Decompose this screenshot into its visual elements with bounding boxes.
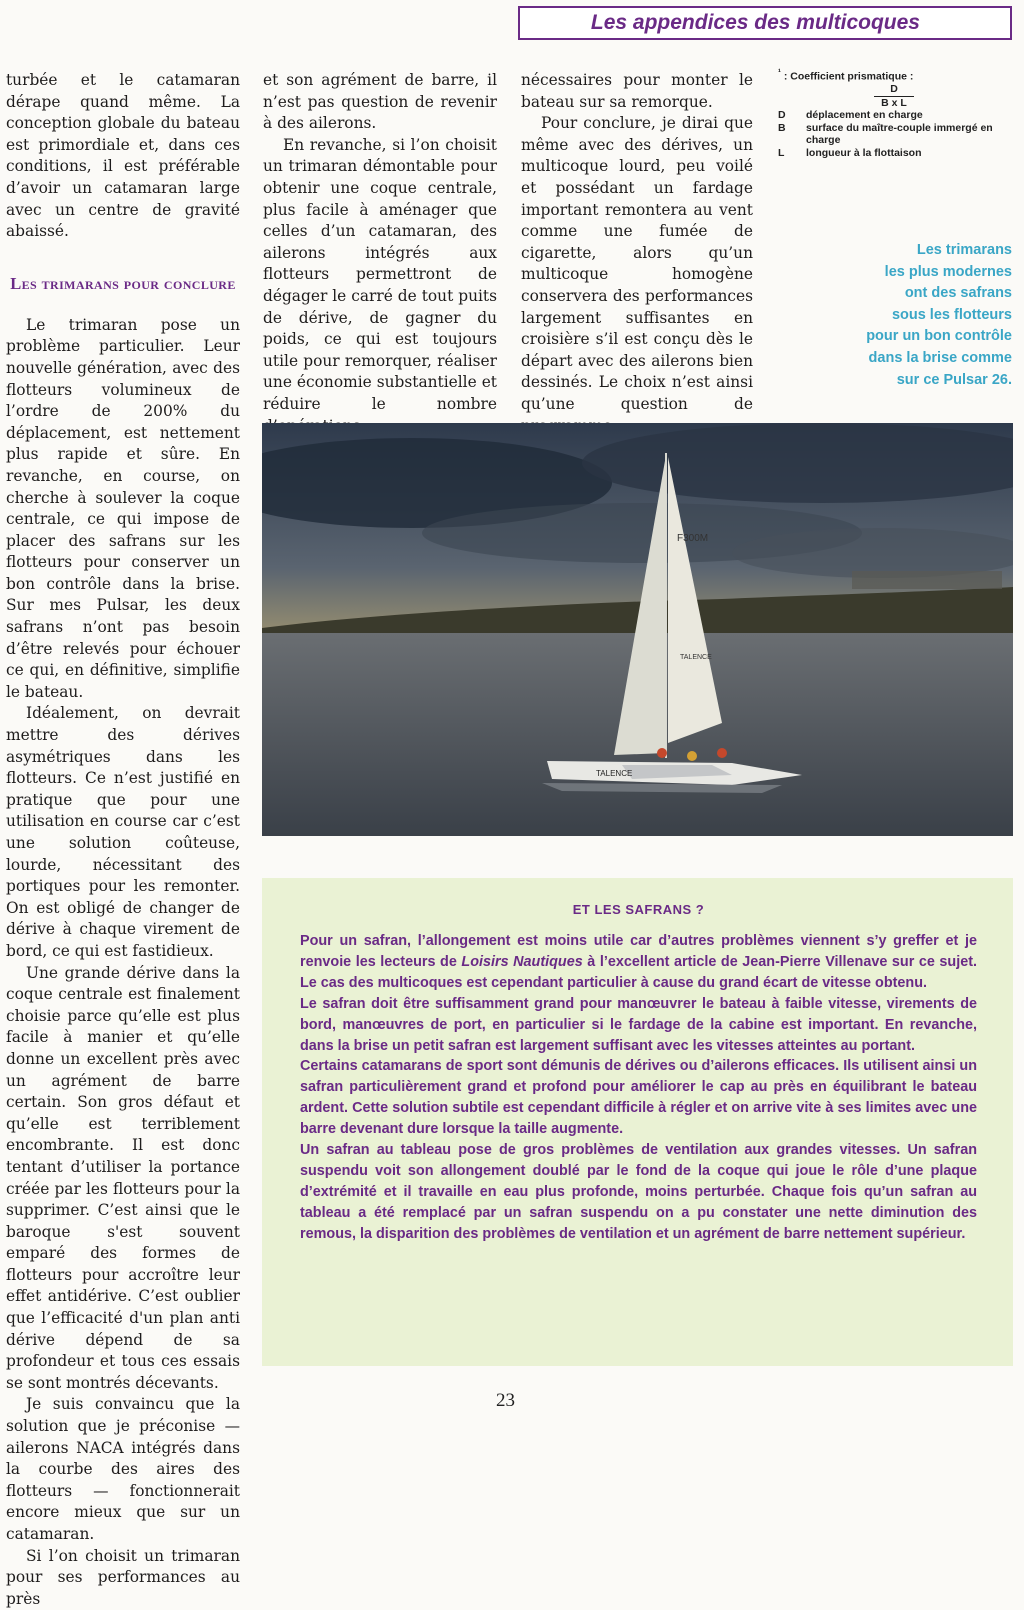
footnote-def: B surface du maître-couple immergé en charge [778, 121, 993, 146]
box-body [300, 931, 977, 1245]
footnote-title: $^{^1}$ : Coefficient prismatique : [778, 67, 914, 83]
page-header [518, 6, 1012, 40]
box-paragraph: Pour un safran, l’allongement est moins utile car d’autres problèmes viennent s’y greffer et je renvoie les lecteurs de Loisirs Nautiques à l’excellent article de Jean-Pierre Villenave sur ce sujet. Le cas des multicoques est cependant particulier à cause du grand écart de vitesse obtenu. [300, 933, 978, 991]
paragraph: Une grande dérive dans la coque centrale est finalement choisie parce qu’elle est plus facile à manier et qu’elle donne un excellent près avec un agrément de barre certain. Son gros défaut et qu’elle est terriblement encombrante. Il est donc tentant d’utiliser la portance créée par les flotteurs pour la supprimer. C’est ainsi que le baroque s'est souvent emparé des formes de flotteurs pour accroître leur effet antidérive. C’est oublier que l’efficacité d'un plan anti dérive dépend de sa profondeur et tous ces essais se sont montrés décevants. [6, 963, 240, 1392]
paragraph: et son agrément de barre, il n’est pas question de revenir à des ailerons. [263, 71, 497, 133]
formula-numerator: D [874, 83, 914, 97]
box-paragraph: Le safran doit être suffisamment grand pour manœuvrer le bateau à faible vitesse, virements de bord, manœuvres de port, en particulier si le fardage de la cabine est important. En revanche, dans la brise un petit safran est largement suffisant avec les vitesses atteintes au portant. [300, 995, 977, 1054]
paragraph: Si l’on choisit un trimaran pour ses performances au près [6, 1546, 240, 1608]
sail-number: F300M [677, 533, 709, 544]
paragraph: Le trimaran pose un problème particulier. Leur nouvelle génération, avec des flotteurs volumineux de l’ordre de 200% du déplacement, est nettement plus rapide et sûre. En revanche, en course, on cherche à soulever la coque centrale, ce qui impose de placer des safrans sur les flotteurs pour conserver un bon contrôle dans la brise. Sur mes Pulsar, les deux safrans n’ont pas besoin d’être relevés pour échouer ce qui, en définitive, simplifie le bateau. [6, 315, 240, 701]
box-title: ET LES SAFRANS ? [572, 902, 705, 917]
sidebar-box [262, 878, 1013, 1366]
paragraph: En revanche, si l’on choisit un trimaran démontable pour obtenir une coque centrale, plus facile à aménager que celles d’un catamaran, des ailerons intégrés aux flotteurs permettront de dégager le carré de tout puits de dérive, de gagner du poids, ce qui est toujours utile pour remorquer, réaliser une économie substantielle et réduire le nombre [263, 135, 497, 413]
footnote [778, 66, 1014, 159]
footnote-def: L longueur à la flottaison [778, 146, 922, 159]
paragraph: nécessaires pour monter le bateau sur sa remorque. [521, 71, 753, 111]
formula-fraction [874, 83, 914, 109]
header-title: Les appendices des multicoques [590, 11, 920, 34]
footnote-def: D déplacement en charge [778, 109, 923, 121]
box-paragraph: Certains catamarans de sport sont démunis de dérives ou d’ailerons efficaces. Ils utilisent ainsi un safran particulièrement grand et profond pour améliorer le cap au près en équilibrant le bateau ardent. Cette solution subtile est cependant difficile à régler et on arrive vite à ses limites avec une barre devenant dure lorsque la taille augmente. [300, 1058, 977, 1138]
paragraph: Je suis convaincu que la solution que je préconise — ailerons NACA intégrés dans la courbe des aires des flotteurs — fonctionnerait encore mieux que sur un catamaran. [6, 1395, 240, 1543]
page-number: 23 [496, 1390, 515, 1411]
section-heading: Les trimarans pour conclure [10, 273, 236, 293]
text-column-2 [263, 70, 497, 437]
formula-denominator: B x L [881, 96, 907, 109]
paragraph: Idéalement, on devrait mettre des dérives asymétriques dans les flotteurs. Ce n’est justifié en pratique que pour une utilisation en course car c’est une solution coûteuse, lourde, nécessitant des portiques pour les remonter. On est obligé de changer de dérive à chaque virement de bord, ce qui est fastidieux. [6, 704, 240, 960]
hull-text: TALENCE [596, 769, 633, 778]
photo-caption: Les trimarans les plus modernes ont des safrans sous les flotteurs pour un bon contrôle dans la brise comme sur ce Pulsar 26. [866, 242, 1012, 388]
paragraph: Pour conclure, je dirai que même avec des dérives, un multicoque lourd, peu voilé et possédant un fardage important remontera au vent comme une fumée de cigarette, alors qu’un multicoque homogène conservera des performances largement suffisantes en croisière s’il est conçu dès le départ avec des ailerons bien dessinés. Le choix n’est ainsi qu’une question de [521, 114, 753, 413]
text-column-1 [6, 70, 240, 1610]
sail-text: TALENCE [680, 654, 712, 661]
trimaran-photo [262, 423, 1013, 836]
box-paragraph: Un safran au tableau pose de gros problèmes de ventilation aux grandes vitesses. Un safran suspendu voit son allongement doublé par le fond de la coque qui joue le rôle d’une plaque d’extrémité et il travaille en eau plus profonde, moins perturbée. Chaque fois qu’un safran au tableau a été remplacé par un safran suspendu on a pu constater une nette diminution des remous, la disparition des problèmes de ventilation et un agrément de barre nettement supérieur. [300, 1142, 977, 1242]
paragraph: turbée et le catamaran dérape quand même. La conception globale du bateau est primordiale et, dans ces conditions, il est préférable d’avoir un catamaran large avec un centre de gravité abaissé. [6, 71, 240, 241]
text-column-3 [521, 70, 753, 451]
